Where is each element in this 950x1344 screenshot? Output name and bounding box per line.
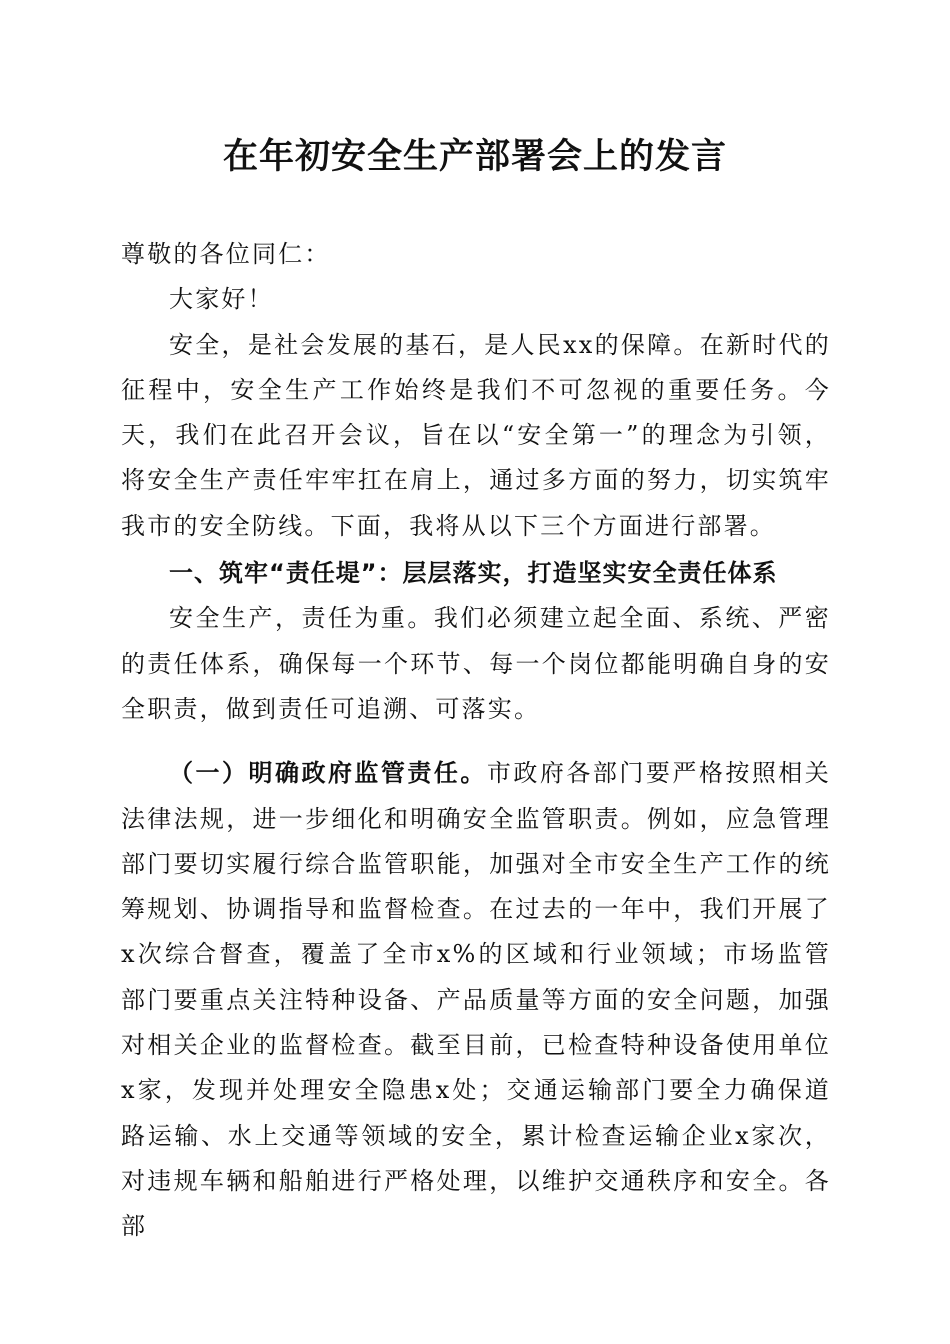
subsection-1-lead: （一）明确政府监管责任。: [169, 758, 487, 788]
subsection-1-paragraph: [121, 750, 831, 1249]
subsection-1-text: 市政府各部门要严格按照相关法律法规，进一步细化和明确安全监管职责。例如，应急管理部门要切实履行综合监管职能，加强对全市安全生产工作的统筹规划、协调指导和监督检查。在过去的一年中，我们开展了x次综合督查，覆盖了全市x%的区域和行业领域；市场监管部门要重点关注特种设备、产品质量等方面的安全问题，加强对相关企业的监督检查。截至目前，已检查特种设备使用单位x家，发现并处理安全隐患x处；交通运输部门要全力确保道路运输、水上交通等领域的安全，累计检查运输企业x家次，对违规车辆和船舶进行严格处理，以维护交通秩序和安全。各部: [121, 759, 831, 1241]
greeting: 大家好！: [169, 285, 274, 314]
document-body: [121, 232, 831, 1250]
salutation: 尊敬的各位同仁：: [121, 240, 331, 268]
section-1-heading: 一、筑牢“责任堤”：层层落实，打造坚实安全责任体系: [169, 559, 778, 588]
intro-paragraph: 安全，是社会发展的基石，是人民xx的保障。在新时代的征程中，安全生产工作始终是我们不可忽视的重要任务。今天，我们在此召开会议，旨在以“安全第一”的理念为引领，将安全生产责任牢牢扛在肩上，通过多方面的努力，切实筑牢我市的安全防线。下面，我将从以下三个方面进行部署。: [121, 330, 831, 540]
document-title: 在年初安全生产部署会上的发言: [222, 136, 727, 177]
section-1-intro: 安全生产，责任为重。我们必须建立起全面、系统、严密的责任体系，确保每一个环节、每一个岗位都能明确自身的安全职责，做到责任可追溯、可落实。: [121, 604, 831, 723]
